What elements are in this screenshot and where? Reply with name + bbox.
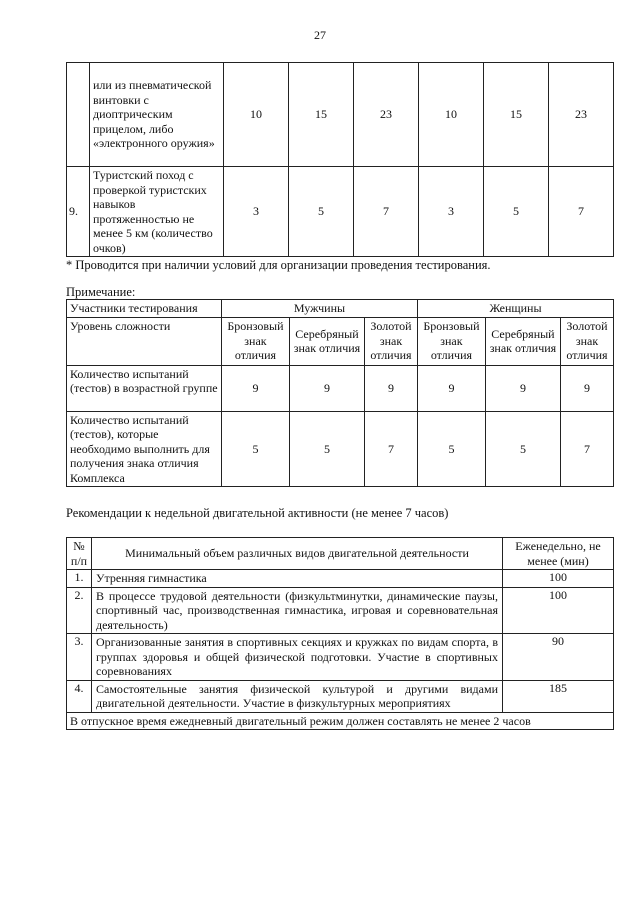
table-header-row xyxy=(67,538,614,570)
value-cell: 10 xyxy=(224,63,289,167)
test-name: Туристский поход с проверкой туристских навыков протяженностью не менее 5 км (количество очков) xyxy=(90,167,224,257)
recommendations-title: Рекомендации к недельной двигательной активности (не менее 7 часов) xyxy=(66,506,449,520)
men-header: Мужчины xyxy=(222,300,418,318)
value-cell: 7 xyxy=(549,167,614,257)
note-title: Примечание: xyxy=(66,285,136,299)
level-header: Бронзовый знак отличия xyxy=(222,317,290,365)
value-cell: 15 xyxy=(289,63,354,167)
table-row xyxy=(67,365,614,411)
level-header: Серебряный знак отличия xyxy=(289,317,364,365)
page-number: 27 xyxy=(314,28,326,42)
row-label: Количество испытаний (тестов), которые необходимо выполнить для получения знака отличия Комплекса xyxy=(67,411,222,487)
value-cell: 5 xyxy=(289,411,364,487)
value-cell: 5 xyxy=(417,411,485,487)
minutes-value: 100 xyxy=(503,587,614,634)
minutes-value: 90 xyxy=(503,634,614,681)
value-cell: 7 xyxy=(365,411,418,487)
value-cell: 9 xyxy=(417,365,485,411)
row-number: 3. xyxy=(67,634,92,681)
activity-description: Утренняя гимнастика xyxy=(92,570,503,588)
row-number: 4. xyxy=(67,680,92,712)
activity-description: Самостоятельные занятия физической культурой и другими видами двигательной деятельности. Участие в физкультурных мероприятиях xyxy=(92,680,503,712)
level-label: Уровень сложности xyxy=(67,317,222,365)
value-cell: 15 xyxy=(484,63,549,167)
table-row xyxy=(67,680,614,712)
test-name: или из пневматической винтовки с диоптрическим прицелом, либо «электронного оружия» xyxy=(90,63,224,167)
value-cell: 23 xyxy=(354,63,419,167)
row-number: 1. xyxy=(67,570,92,588)
table-header-row xyxy=(67,300,614,318)
value-cell: 5 xyxy=(289,167,354,257)
row-label: Количество испытаний (тестов) в возрастной группе xyxy=(67,365,222,411)
value-cell: 3 xyxy=(224,167,289,257)
minutes-value: 100 xyxy=(503,570,614,588)
level-header: Золотой знак отличия xyxy=(365,317,418,365)
value-cell: 9 xyxy=(561,365,614,411)
value-cell: 9 xyxy=(485,365,560,411)
value-cell: 9 xyxy=(222,365,290,411)
value-cell: 7 xyxy=(561,411,614,487)
value-cell: 7 xyxy=(354,167,419,257)
footnote: * Проводится при наличии условий для организации проведения тестирования. xyxy=(66,258,491,272)
header-description: Минимальный объем различных видов двигательной деятельности xyxy=(92,538,503,570)
row-number xyxy=(67,63,90,167)
value-cell: 5 xyxy=(484,167,549,257)
value-cell: 5 xyxy=(485,411,560,487)
level-header: Бронзовый знак отличия xyxy=(417,317,485,365)
row-number: 9. xyxy=(67,167,90,257)
table-row xyxy=(67,587,614,634)
value-cell: 5 xyxy=(222,411,290,487)
table-row xyxy=(67,411,614,487)
header-number: № п/п xyxy=(67,538,92,570)
level-header: Золотой знак отличия xyxy=(561,317,614,365)
value-cell: 10 xyxy=(419,63,484,167)
value-cell: 9 xyxy=(289,365,364,411)
value-cell: 23 xyxy=(549,63,614,167)
value-cell: 9 xyxy=(365,365,418,411)
activity-description: В процессе трудовой деятельности (физкультминутки, динамические паузы, спортивный час, производственная гимнастика, игровая и соревновательная деятельность) xyxy=(92,587,503,634)
table-header-row xyxy=(67,317,614,365)
table-row xyxy=(67,63,614,167)
standards-table-continued xyxy=(66,62,614,257)
value-cell: 3 xyxy=(419,167,484,257)
table-row xyxy=(67,167,614,257)
header-minutes: Еженедельно, не менее (мин) xyxy=(503,538,614,570)
row-number: 2. xyxy=(67,587,92,634)
vacation-note: В отпускное время ежедневный двигательный режим должен составлять не менее 2 часов xyxy=(67,712,614,730)
women-header: Женщины xyxy=(417,300,613,318)
participants-table xyxy=(66,299,614,487)
participants-label: Участники тестирования xyxy=(67,300,222,318)
level-header: Серебряный знак отличия xyxy=(485,317,560,365)
table-row xyxy=(67,634,614,681)
table-row xyxy=(67,570,614,588)
table-footer-row xyxy=(67,712,614,730)
activity-description: Организованные занятия в спортивных секциях и кружках по видам спорта, в группах здоровья и общей физической подготовки. Участие в спортивных соревнованиях xyxy=(92,634,503,681)
activity-table xyxy=(66,537,614,730)
minutes-value: 185 xyxy=(503,680,614,712)
